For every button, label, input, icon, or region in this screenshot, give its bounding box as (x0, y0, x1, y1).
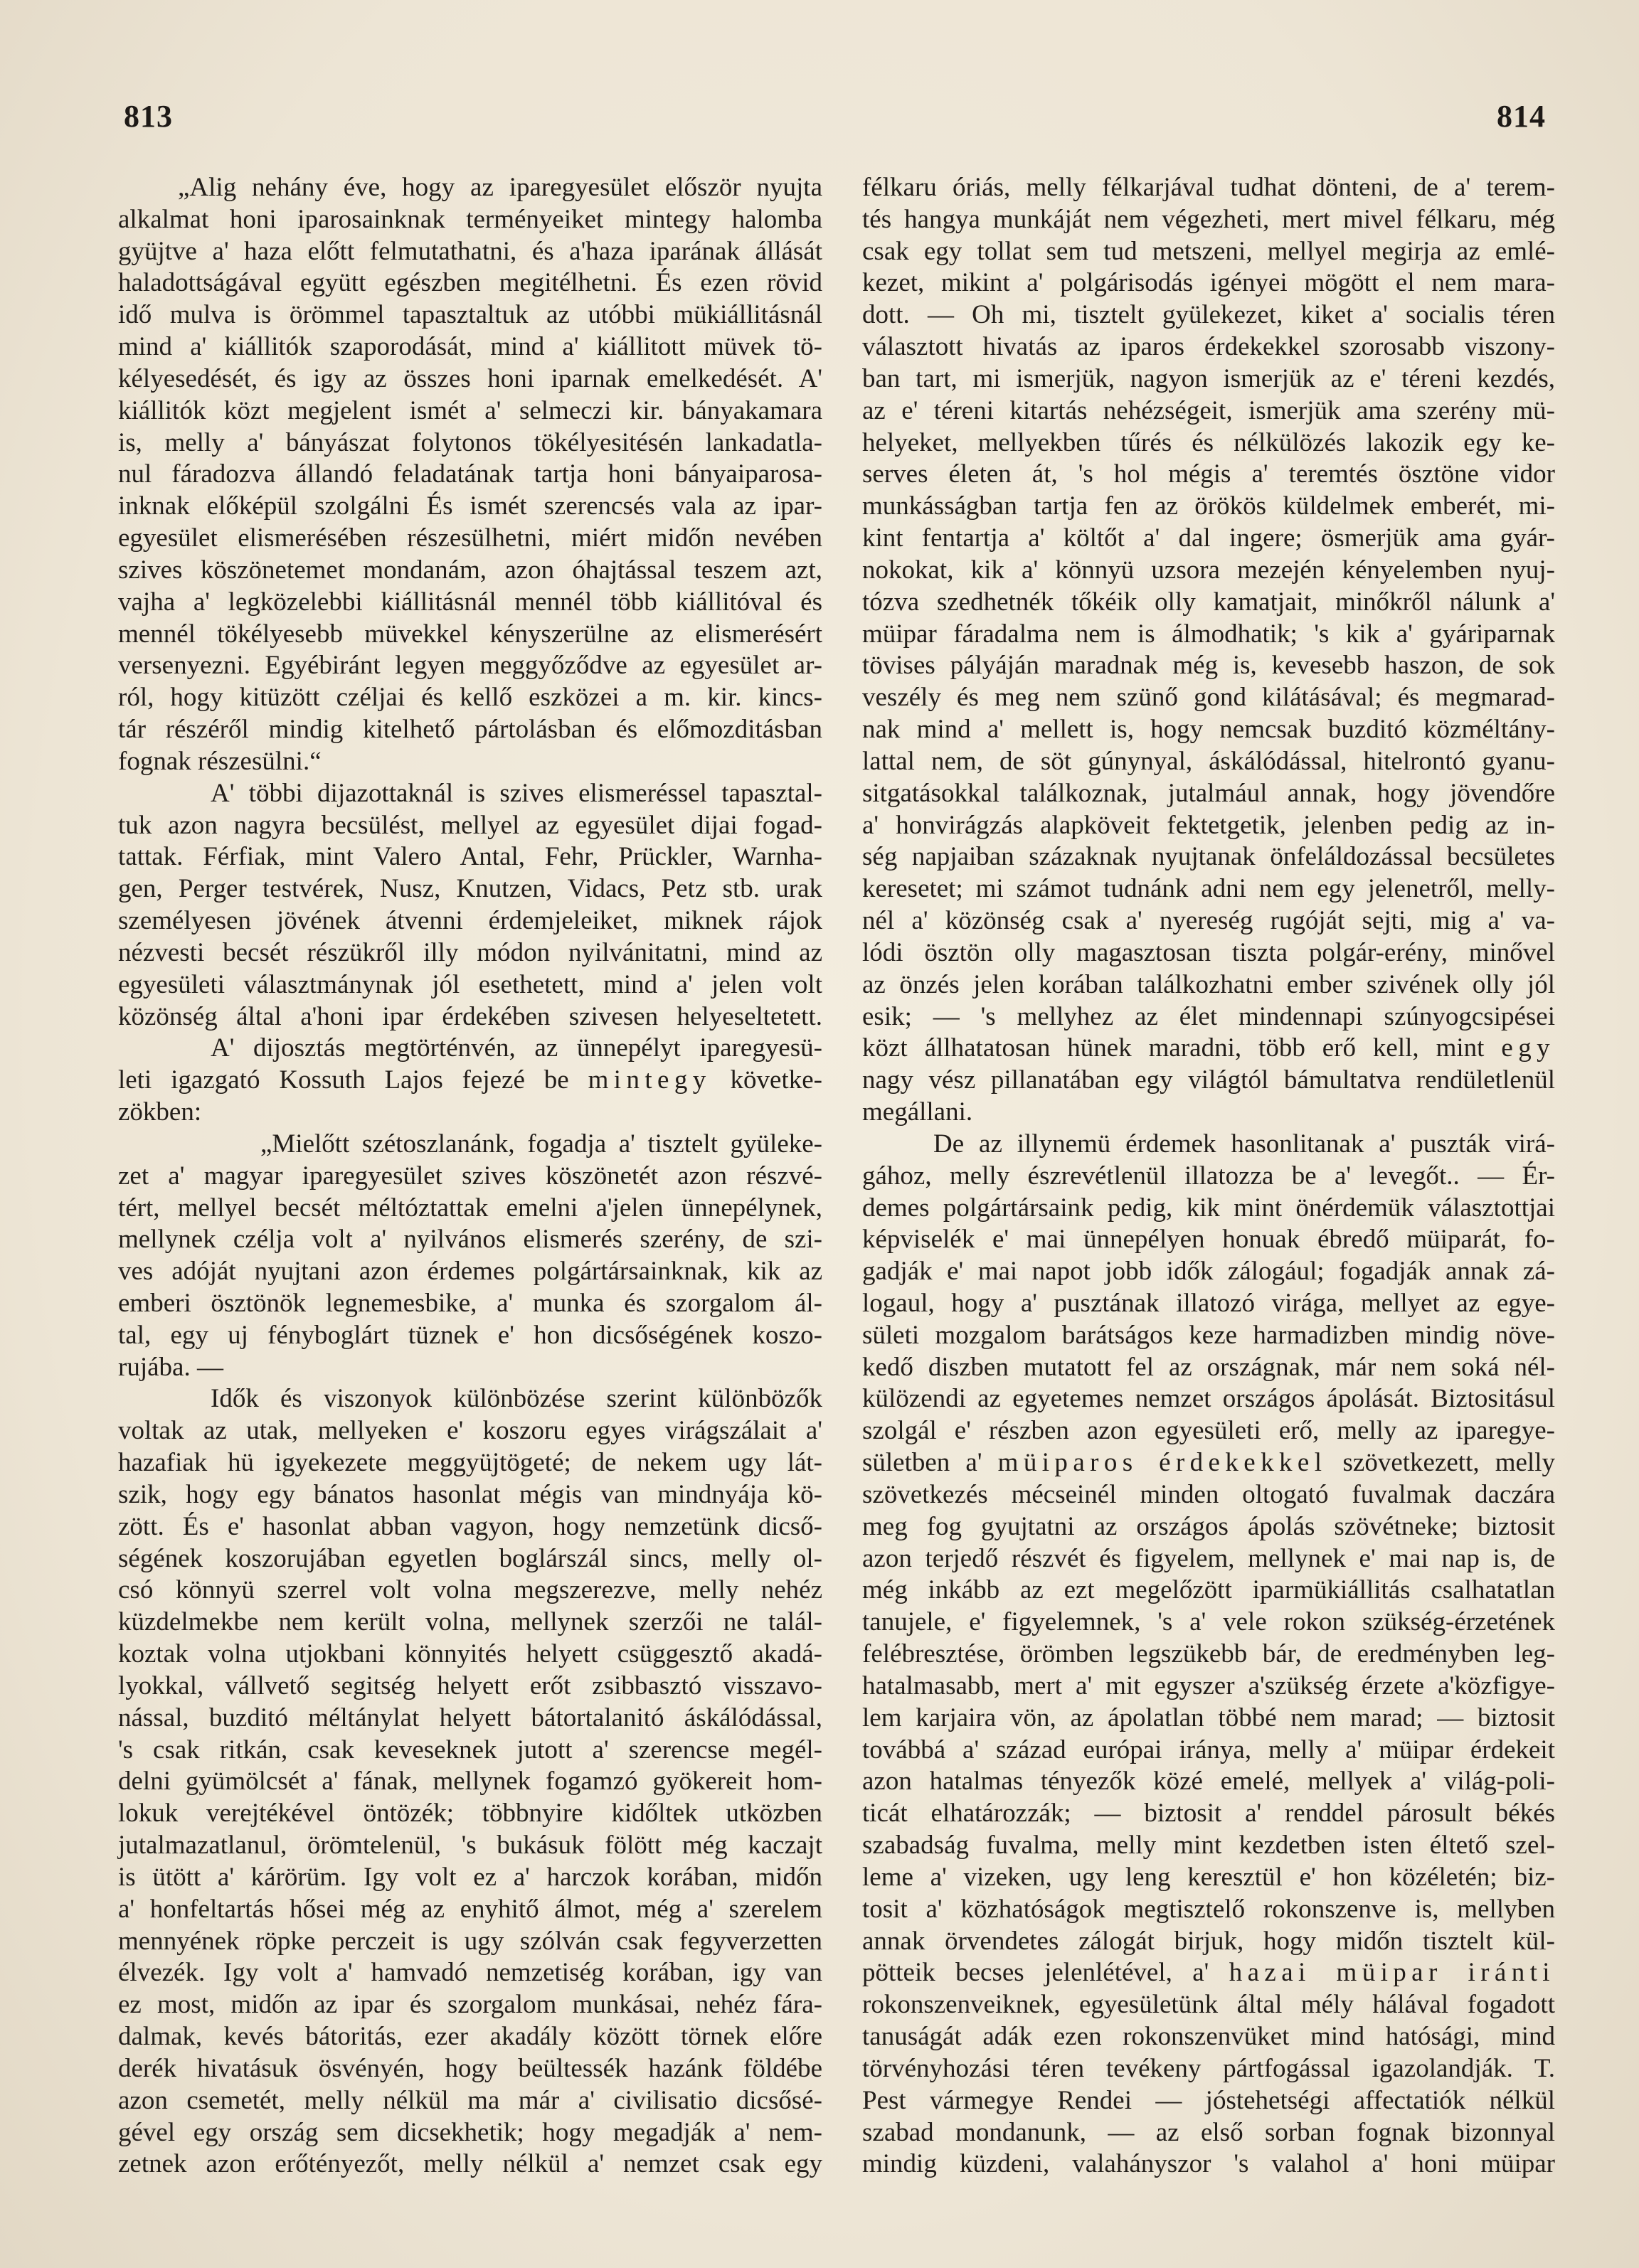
text-line: gével egy ország sem dicsekhetik; hogy megadják a' nem- (118, 2117, 822, 2147)
text-line: ez most, midőn az ipar és szorgalom munkásai, nehéz fára- (118, 1990, 822, 2020)
text-line: annak örvendetes zálogát birjuk, hogy midőn tisztelt kül- (862, 1926, 1555, 1956)
text-line: kezet, mikint a' polgárisodás igényei mögött el nem mara- (862, 268, 1555, 298)
text-line: tózva szedhetnék tőkéik olly kamatjait, minőkről nálunk a' (862, 587, 1555, 617)
text-line: élvezék. Igy volt a' hamvadó nemzetiség korában, igy van (118, 1958, 822, 1988)
text-line: szolgál e' részben azon egyesületi erő, melly az iparegye- (862, 1416, 1555, 1446)
text-line: leti igazgató Kossuth Lajos fejezé be mintegy követke- (118, 1065, 822, 1095)
text-line: azon terjedő részvét és figyelem, mellynek e' mai nap is, de (862, 1543, 1555, 1573)
page-number-right: 814 (1497, 99, 1546, 134)
text-column-left (118, 172, 822, 2181)
text-line: A' többi dijazottaknál is szives elismeréssel tapasztal- (211, 778, 822, 808)
text-line: tés hangya munkáját nem végezheti, mert mivel félkaru, még (862, 204, 1555, 234)
text-column-right (862, 172, 1555, 2181)
text-line: sületben a' müiparos érdekekkel szövetkezett, melly (862, 1448, 1555, 1478)
text-line: mennél tökélyesebb müvekkel kényszerülne az elismerésért (118, 619, 822, 649)
text-line: De az illynemü érdemek hasonlitanak a' puszták virá- (933, 1129, 1555, 1159)
text-line: koztak volna utjokbani könnyités helyett csüggesztő akadá- (118, 1639, 822, 1669)
text-line: zetnek azon erőtényezőt, melly nélkül a' nemzet csak egy (118, 2149, 822, 2179)
text-line: dalmak, kevés bátoritás, ezer akadály között törnek előre (118, 2022, 822, 2052)
text-line: veszély és meg nem szünő gond kilátásával; és megmarad- (862, 683, 1555, 713)
text-line: kélyesedését, és igy az összes honi iparnak emelkedését. A' (118, 363, 822, 393)
text-line: lódi ösztön olly magasztosan tiszta polgár-erény, minővel (862, 937, 1555, 967)
text-line: személyesen jövének átvenni érdemjeleiket, miknek rájok (118, 906, 822, 936)
text-line: is, melly a' bányászat folytonos tökélyesitésén lankadatla- (118, 427, 822, 457)
text-line: az önzés jelen korában találkozhatni ember szivének olly jól (862, 969, 1555, 999)
text-line: félkaru óriás, melly félkarjával tudhat dönteni, de a' terem- (862, 173, 1555, 202)
text-line: külözendi az egyetemes nemzet országos ápolását. Biztositásul (862, 1384, 1555, 1414)
text-line: haladottságával együtt egészben megitélhetni. És ezen rövid (118, 268, 822, 298)
text-line: demes polgártársaink pedig, kik mint önérdemük választottjai (862, 1193, 1555, 1223)
text-line: sületi mozgalom barátságos keze harmadizben mindig növe- (862, 1320, 1555, 1350)
text-line: választott hivatás az iparos érdekekkel szorosabb viszony- (862, 332, 1555, 362)
text-line: jutalmazatlanul, örömtelenül, 's bukásuk fölött még kaczajt (118, 1831, 822, 1860)
text-line: küzdelmekbe nem került volna, mellynek szerzői ne talál- (118, 1607, 822, 1637)
text-line: dott. — Oh mi, tisztelt gyülekezet, kiket a' socialis téren (862, 300, 1555, 330)
text-line: tosit a' közhatóságok megtisztelő rokonszenve is, mellyben (862, 1894, 1555, 1924)
text-line: ticát elhatározzák; — biztosit a' renddel párosult békés (862, 1799, 1555, 1828)
text-line: nél a' közönség csak a' nyereség rugóját sejti, mig a' va- (862, 906, 1555, 936)
text-line: serves életen át, 's hol mégis a' teremtés ösztöne vidor (862, 459, 1555, 489)
text-line: is ütött a' kárörüm. Igy volt ez a' harczok korában, midőn (118, 1862, 822, 1892)
text-line: tanujele, e' figyelemnek, 's a' vele rokon szükség-érzetének (862, 1607, 1555, 1637)
text-line: versenyezni. Egyébiránt legyen meggyőződve az egyesület ar- (118, 651, 822, 681)
text-line: kint fentartja a' költőt a' dal ingere; ösmerjük ama gyár- (862, 523, 1555, 553)
text-line: rujába. — (118, 1352, 223, 1382)
text-line: szives köszönetemet mondanám, azon óhajtással teszem azt, (118, 555, 822, 585)
text-line: „Mielőtt szétoszlanánk, fogadja a' tisztelt gyüleke- (260, 1129, 822, 1159)
text-line: alkalmat honi iparosainknak terményeiket mintegy halomba (118, 204, 822, 234)
text-line: nézvesti becsét részükről illy módon nyilvánitatni, mind az (118, 937, 822, 967)
spaced-emphasis: mintegy (588, 1065, 711, 1095)
text-line: zet a' magyar iparegyesület szives köszönetét azon részvé- (118, 1161, 822, 1191)
text-line: nak mind a' mellett is, hogy nemcsak buzditó közméltány- (862, 715, 1555, 745)
text-line: csó könnyü szerrel volt volna megszerezve, melly nehéz (118, 1575, 822, 1605)
text-line: Pest vármegye Rendei — jóstehetségi affectatiók nélkül (862, 2085, 1555, 2115)
text-line: emberi ösztönök legnemesbike, a' munka és szorgalom ál- (118, 1288, 822, 1318)
text-line: gadják e' mai napot jobb idők zálogául; fogadják annak zá- (862, 1257, 1555, 1287)
text-line: gen, Perger testvérek, Nusz, Knutzen, Vidacs, Petz stb. urak (118, 874, 822, 904)
text-line: ségének koszorujában egyetlen boglárszál sincs, melly ol- (118, 1543, 822, 1573)
text-line: ség napjaiban százaknak nyujtanak önfeláldozással becsületes (862, 842, 1555, 872)
spaced-emphasis: hazai müipar iránti (1229, 1958, 1555, 1988)
text-line: nással, buzditó méltánylat helyett bátortalanitó áskálódással, (118, 1703, 822, 1732)
text-line: az e' téreni kitartás nehézségeit, ismerjük ama szerény mü- (862, 395, 1555, 425)
text-line: müipar fáradalma nem is álmodhatik; 's kik a' gyáriparnak (862, 619, 1555, 649)
text-line: szabadság fuvalma, melly mint kezdetben isten éltető szel- (862, 1831, 1555, 1860)
text-line: tért, mellyel becsét méltóztattak emelni a'jelen ünnepélynek, (118, 1193, 822, 1223)
text-line: egyesületi választmánynak jól esethetett, mind a' jelen volt (118, 969, 822, 999)
text-line: mellynek czélja volt a' nyilvános elismerés szerény, de szi- (118, 1225, 822, 1255)
text-line: meg fog gyujtatni az országos ápolás szövétneke; biztosit (862, 1511, 1555, 1541)
text-line: tár részéről mindig kitelhető pártolásban és előmozditásban (118, 715, 822, 745)
text-line: a' honfeltartás hősei még az enyhitő álmot, még a' szerelem (118, 1894, 822, 1924)
text-line: mind a' kiállitók szaporodását, mind a' kiállitott müvek tö- (118, 332, 822, 362)
text-line: 's csak ritkán, csak keveseknek jutott a' szerencse megél- (118, 1735, 822, 1764)
text-line: idő mulva is örömmel tapasztaltuk az utóbbi mükiállitásnál (118, 300, 822, 330)
text-line: tal, egy uj fényboglárt tüznek e' hon dicsőségének koszo- (118, 1320, 822, 1350)
text-line: rokonszenveiknek, egyesületünk által mély hálával fogadott (862, 1990, 1555, 2020)
text-line: mindig küzdeni, valahányszor 's valahol a' honi müipar (862, 2149, 1555, 2179)
text-line: vajha a' legközelebbi kiállitásnál mennél több kiállitóval és (118, 587, 822, 617)
text-line: fognak részesülni.“ (118, 746, 322, 776)
text-line: továbbá a' század európai iránya, melly a' müipar érdekeit (862, 1735, 1555, 1764)
text-line: azon csemetét, melly nélkül ma már a' civilisatio dicsősé- (118, 2085, 822, 2115)
text-line: gyüjtve a' haza előtt felmutathatni, és a'haza iparának állását (118, 236, 822, 266)
text-line: derék hivatásuk ösvényén, hogy beültessék hazánk földébe (118, 2053, 822, 2083)
text-line: delni gyümölcsét a' fának, mellynek fogamzó gyökereit hom- (118, 1767, 822, 1796)
text-line: nagy vész pillanatában egy világtól bámultatva rendületlenül (862, 1065, 1555, 1095)
text-line: ban tart, mi ismerjük, nagyon ismerjük az e' téreni kezdés, (862, 363, 1555, 393)
text-line: „Alig nehány éve, hogy az iparegyesület először nyujta (178, 173, 822, 202)
text-line: lokuk verejtékével öntözék; többnyire kidőltek utközben (118, 1799, 822, 1828)
text-line: csak egy tollat sem tud metszeni, mellyel megirja az emlé- (862, 236, 1555, 266)
text-line: voltak az utak, mellyeken e' koszoru egyes virágszálait a' (118, 1416, 822, 1446)
text-line: zött. És e' hasonlat abban vagyon, hogy nemzetünk dicső- (118, 1511, 822, 1541)
spaced-emphasis: müiparos érdekekkel (997, 1448, 1327, 1478)
text-line: azon hatalmas tényezők közé emelé, mellyek a' világ-poli- (862, 1767, 1555, 1796)
page-number-left: 813 (124, 99, 173, 134)
text-line: megállani. (862, 1097, 973, 1127)
text-line: ról, hogy kitüzött czéljai és kellő eszközei a m. kir. kincs- (118, 683, 822, 713)
text-line: leme a' vizeken, ugy leng keresztül e' hon közéletén; biz- (862, 1862, 1555, 1892)
text-line: szik, hogy egy bánatos hasonlat mégis van mindnyája kö- (118, 1479, 822, 1509)
text-line: hazafiak hü igyekezete meggyüjtögeté; de nekem ugy lát- (118, 1448, 822, 1478)
text-line: A' dijosztás megtörténvén, az ünnepélyt iparegyesü- (211, 1033, 822, 1063)
text-line: inknak előképül szolgálni És ismét szerencsés vala az ipar- (118, 491, 822, 521)
text-line: lyokkal, vállvető segitség helyett erőt zsibbasztó visszavo- (118, 1671, 822, 1700)
text-line: zökben: (118, 1097, 202, 1127)
text-line: közönség által a'honi ipar érdekében szivesen helyeseltetett. (118, 1001, 822, 1031)
text-line: hatalmasabb, mert a' mit egyszer a'szükség érzete a'közfigye- (862, 1671, 1555, 1700)
text-line: közt állhatatosan hünek maradni, több erő kell, mint egy (862, 1033, 1555, 1063)
text-line: tövises pályáján maradnak még is, kevesebb haszon, de sok (862, 651, 1555, 681)
text-line: felébresztése, örömben legszükebb bár, de eredményben leg- (862, 1639, 1555, 1669)
text-line: a' honvirágzás alapköveit fektetgetik, jelenben pedig az in- (862, 810, 1555, 840)
text-line: keresetet; mi számot tudnánk adni nem egy jelenetről, melly- (862, 874, 1555, 904)
text-line: pötteik becses jelenlétével, a' hazai müipar iránti (862, 1958, 1555, 1988)
text-line: képviselék e' mai ünnepélyen honuak ébredő müiparát, fo- (862, 1225, 1555, 1255)
text-line: mennyének röpke perczeit is ugy szólván csak fegyverzetten (118, 1926, 822, 1956)
text-line: egyesület elismerésében részesülhetni, miért midőn nevében (118, 523, 822, 553)
text-line: ves adóját nyujtani azon érdemes polgártársainknak, kik az (118, 1257, 822, 1287)
text-line: nokokat, kik a' könnyü uzsora mezején kényelemben nyuj- (862, 555, 1555, 585)
text-line: lem karjaira vön, az ápolatlan többé nem marad; — biztosit (862, 1703, 1555, 1732)
text-line: nul fáradozva állandó feladatának tartja honi bányaiparosa- (118, 459, 822, 489)
text-line: tanuságát adák ezen rokonszenvüket mind hatósági, mind (862, 2022, 1555, 2052)
text-line: Idők és viszonyok különbözése szerint különbözők (211, 1384, 822, 1414)
text-line: törvényhozási téren tevékeny pártfogással igazolandják. T. (862, 2053, 1555, 2083)
text-line: kedő diszben mutatott fel az országnak, már nem soká nél- (862, 1352, 1555, 1382)
text-line: sitgatásokkal találkoznak, jutalmául annak, hogy jövendőre (862, 778, 1555, 808)
text-line: szabad mondanunk, — az első sorban fognak bizonnyal (862, 2117, 1555, 2147)
text-line: esik; — 's mellyhez az élet mindennapi szúnyogcsipései (862, 1001, 1555, 1031)
text-line: helyeket, mellyekben tűrés és nélkülözés lakozik egy ke- (862, 427, 1555, 457)
text-line: tattak. Férfiak, mint Valero Antal, Fehr, Prückler, Warnha- (118, 842, 822, 872)
text-line: munkásságban tartja fen az örökös küldelmek emberét, mi- (862, 491, 1555, 521)
text-line: kiállitók közt megjelent ismét a' selmeczi kir. bányakamara (118, 395, 822, 425)
text-line: még inkább az ezt megelőzött iparmükiállitás csalhatatlan (862, 1575, 1555, 1605)
text-line: tuk azon nagyra becsülést, mellyel az egyesület dijai fogad- (118, 810, 822, 840)
spaced-emphasis: egy (1501, 1033, 1555, 1063)
text-line: szövetkezés mécseinél minden oltogató fuvalmak daczára (862, 1479, 1555, 1509)
text-line: gához, melly észrevétlenül illatozza be a' levegőt.. — Ér- (862, 1161, 1555, 1191)
text-line: lattal nem, de söt gúnynyal, áskálódással, hitelrontó gyanu- (862, 746, 1555, 776)
text-line: logaul, hogy a' pusztának illatozó virága, mellyet az egye- (862, 1288, 1555, 1318)
